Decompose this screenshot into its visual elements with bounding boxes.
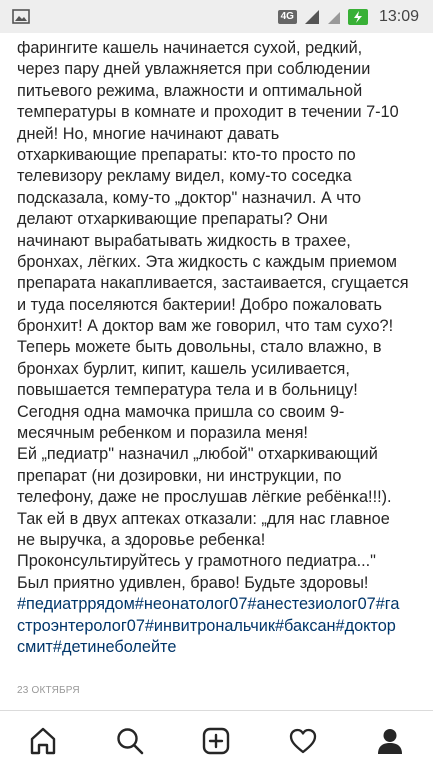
caption-line: телефону, даже не прослушав лёгкие ребёнка!!!). (17, 488, 392, 507)
caption-line: дней! Но, многие начинают давать (17, 124, 280, 143)
caption-line: телевизору рекламу видел, кому-то соседка (17, 167, 352, 186)
caption-line: повышается температура тела и в больницу! (17, 381, 358, 400)
caption-line: Был приятно удивлен, браво! Будьте здоровы! (17, 573, 369, 592)
caption-line: Сегодня одна мамочка пришла со своим 9- (17, 402, 345, 421)
nav-activity-button[interactable] (281, 719, 325, 763)
caption-line: питьевого режима, влажности и оптимальной (17, 81, 363, 100)
clock: 13:09 (378, 7, 419, 25)
nav-new-post-button[interactable] (194, 719, 238, 763)
bottom-nav (0, 710, 433, 771)
hashtag-line[interactable]: смит#детинеболейте (17, 637, 177, 656)
new-post-icon (201, 726, 231, 756)
profile-icon (375, 726, 405, 756)
status-bar (0, 0, 433, 33)
caption-line: Так ей в двух аптеках отказали: „для нас главное (17, 509, 390, 528)
caption-line: бронхах, лёгких. Эта жидкость с каждым приемом (17, 252, 398, 271)
search-icon (115, 726, 145, 756)
caption-line: препарат (ни дозировки, ни инструкции, по (17, 466, 342, 485)
nav-home-button[interactable] (21, 719, 65, 763)
hashtag-line[interactable]: строэнтеролог07#инвитрональчик#баксан#доктор (17, 616, 396, 635)
caption-line: через пару дней увлажняется при соблюдении (17, 60, 371, 79)
activity-heart-icon (288, 726, 318, 756)
caption-line: препарата накапливается, застаивается, сгущается (17, 274, 409, 293)
caption-line: бронхит! А доктор вам же говорил, что там сухо?! (17, 317, 394, 336)
signal-icon-2 (327, 9, 341, 25)
caption-line: делают отхаркивающие препараты? Они (17, 210, 328, 229)
signal-icon (303, 9, 321, 25)
nav-search-button[interactable] (108, 719, 152, 763)
caption-line: фарингите кашель начинается сухой, редкий, (17, 39, 363, 57)
caption-line: температуры в комнате и проходит в течении 7-10 (17, 103, 399, 122)
caption-line: не выручка, а здоровье ребенка! (17, 530, 266, 549)
caption-line: Теперь можете быть довольны, стало влажно, в (17, 338, 382, 357)
post-caption (17, 38, 423, 658)
nav-profile-button[interactable] (368, 719, 412, 763)
home-icon (28, 726, 58, 756)
caption-line: подсказала, кому-то „доктор" назначил. А что (17, 188, 362, 207)
network-type-badge: 4G (278, 10, 297, 24)
caption-line: Ей „педиатр" назначил „любой" отхаркивающий (17, 445, 378, 464)
caption-line: месячным ребенком и поразила меня! (17, 424, 308, 443)
post-date: 23 ОКТЯБРЯ (17, 685, 80, 696)
image-notification-icon (12, 9, 30, 24)
caption-line: Проконсультируйтесь у грамотного педиатра..." (17, 552, 376, 571)
hashtag-line[interactable]: #педиатррядом#неонатолог07#анестезиолог07#га (17, 595, 400, 614)
battery-charging-icon (347, 7, 369, 27)
caption-line: начинают вырабатывать жидкость в трахее, (17, 231, 351, 250)
caption-line: отхаркивающие препараты: кто-то просто по (17, 145, 356, 164)
caption-line: и туда поселяются бактерии! Добро пожаловать (17, 295, 383, 314)
caption-line: бронхах бурлит, кипит, кашель усиливается, (17, 359, 350, 378)
